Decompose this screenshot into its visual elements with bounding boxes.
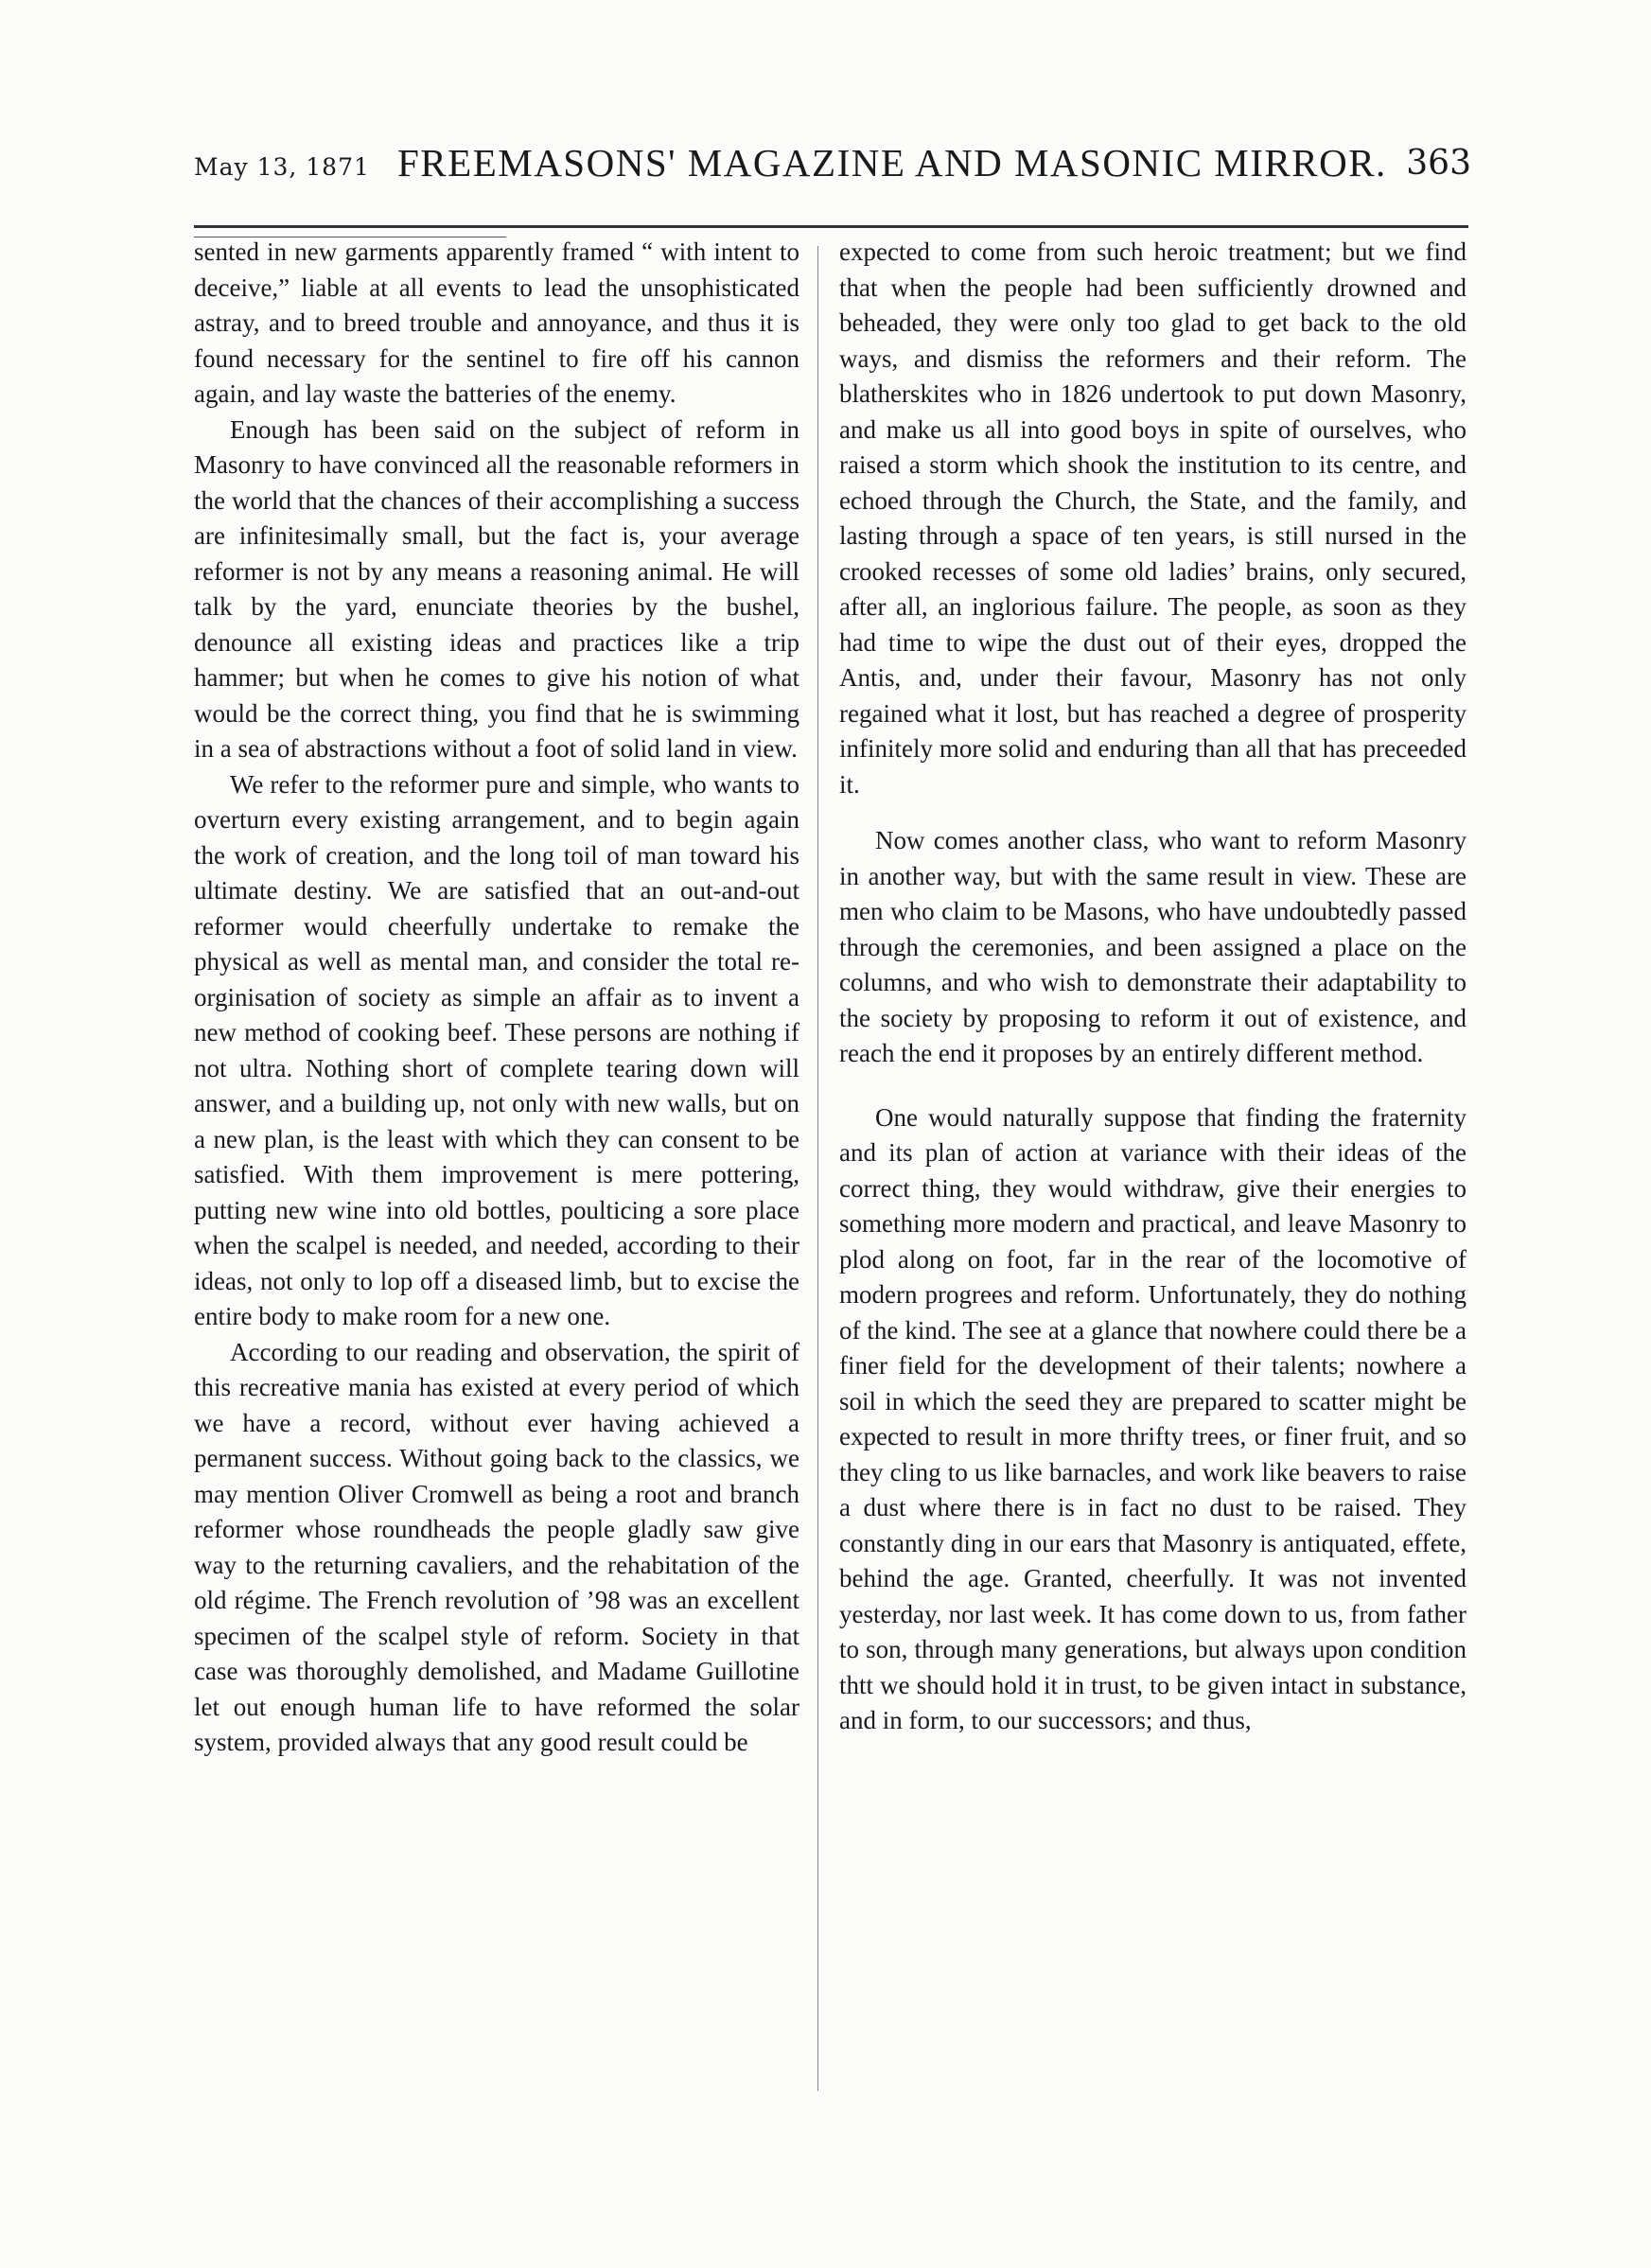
column-divider xyxy=(817,246,818,2091)
paragraph: One would naturally suppose that finding the fraternity and its plan of action at variance with their ideas of the correct thing, they would withdraw, give their energies to something more modern and practical, and leave Masonry to plod along on foot, far in the rear of the locomotive of modern progrees and reform. Unfortunately, they do nothing of the kind. The see at a glance that nowhere could there be a finer field for the development of their talents; nowhere a soil in which the seed they are prepared to scatter might be expected to result in more thrifty trees, or finer fruit, and so they cling to us like barnacles, and work like beavers to raise a dust where there is in fact no dust to be raised. They constantly ding in our ears that Masonry is antiquated, effete, behind the age. Granted, cheerfully. It was not invented yesterday, nor last week. It has come down to us, from father to son, through many generations, but always upon condition thtt we should hold it in trust, to be given intact in substance, and in form, to our successors; and thus, xyxy=(839,1102,1467,1734)
running-header xyxy=(194,140,1471,197)
header-rule xyxy=(194,225,1468,228)
paragraph: Now comes another class, who want to reform Masonry in another way, but with the same result in view. These are men who claim to be Masons, who have undoubtedly passed through the ceremonies, and been assigned a place on the columns, and who wish to demonstrate their adaptability to the society by proposing to reform it out of existence, and reach the end it proposes by an entirely different method. xyxy=(839,826,1467,1067)
publication-title: FREEMASONS' MAGAZINE AND MASONIC MIRROR. xyxy=(397,141,1387,185)
paragraph: expected to come from such heroic treatment; but we find that when the people had been sufficiently drowned and beheaded, they were only too glad to get back to the old ways, and dismiss the reformers and their reform. The blatherskites who in 1826 undertook to put down Masonry, and make us all into good boys in spite of ourselves, who raised a storm which shook the institution to its centre, and echoed through the Church, the State, and the family, and lasting through a space of ten years, is still nursed in the crooked recesses of some old ladies’ brains, only secured, after all, an inglorious failure. The people, as soon as they had time to wipe the dust out of their eyes, dropped the Antis, and, under their favour, Masonry has not only regained what it lost, but has reached a degree of prosperity infinitely more solid and enduring than all that has preceeded it. xyxy=(839,237,1467,799)
paragraph: Enough has been said on the subject of reform in Masonry to have convinced all the reasonable reformers in the world that the chances of their accomplishing a success are infinitesimally small, but the fact is, your average reformer is not by any means a reasoning animal. He will talk by the yard, enunciate theories by the bushel, denounce all existing ideas and practices like a trip hammer; but when he comes to give his notion of what would be the correct thing, you find that he is swimming in a sea of abstractions without a foot of solid land in view. xyxy=(194,414,799,763)
paragraph: According to our reading and observation, the spirit of this recreative mania has existed at every period of which we have a record, without ever having achieved a permanent success. Without going back to the classics, we may mention Oliver Cromwell as being a root and branch reformer whose roundheads the people gladly saw give way to the returning cavaliers, and the rehabitation of the old régime. The French revolution of ’98 was an excellent specimen of the scalpel style of reform. Society in that case was thoroughly demolished, and Madame Guillotine let out enough human life to have reformed the solar system, provided always that any good result could be xyxy=(194,1337,799,1756)
right-column xyxy=(839,235,1467,1739)
page-number: 363 xyxy=(1406,144,1471,183)
issue-date: May 13, 1871 xyxy=(194,153,370,181)
paragraph: sented in new garments apparently framed “ with intent to deceive,” liable at all events to lead the unsophisticated astray, and to breed trouble and annoyance, and thus it is found necessary for the sentinel to fire off his cannon again, and lay waste the batteries of the enemy. xyxy=(194,237,799,408)
paragraph: We refer to the reformer pure and simple, who wants to overturn every existing arrangement, and to begin again the work of creation, and the long toil of man toward his ultimate destiny. We are satisfied that an out-and-out reformer would cheerfully undertake to remake the physical as well as mental man, and consider the total re-orginisation of society as simple an affair as to invent a new method of cooking beef. These persons are nothing if not ultra. Nothing short of complete tearing down will answer, and a building up, not only with new walls, but on a new plan, is the least with which they can consent to be satisfied. With them improvement is mere pottering, putting new wine into old bottles, poulticing a sore place when the scalpel is needed, and needed, according to their ideas, not only to lop off a diseased limb, but to excise the entire body to make room for a new one. xyxy=(194,769,799,1330)
left-column xyxy=(194,235,799,1761)
